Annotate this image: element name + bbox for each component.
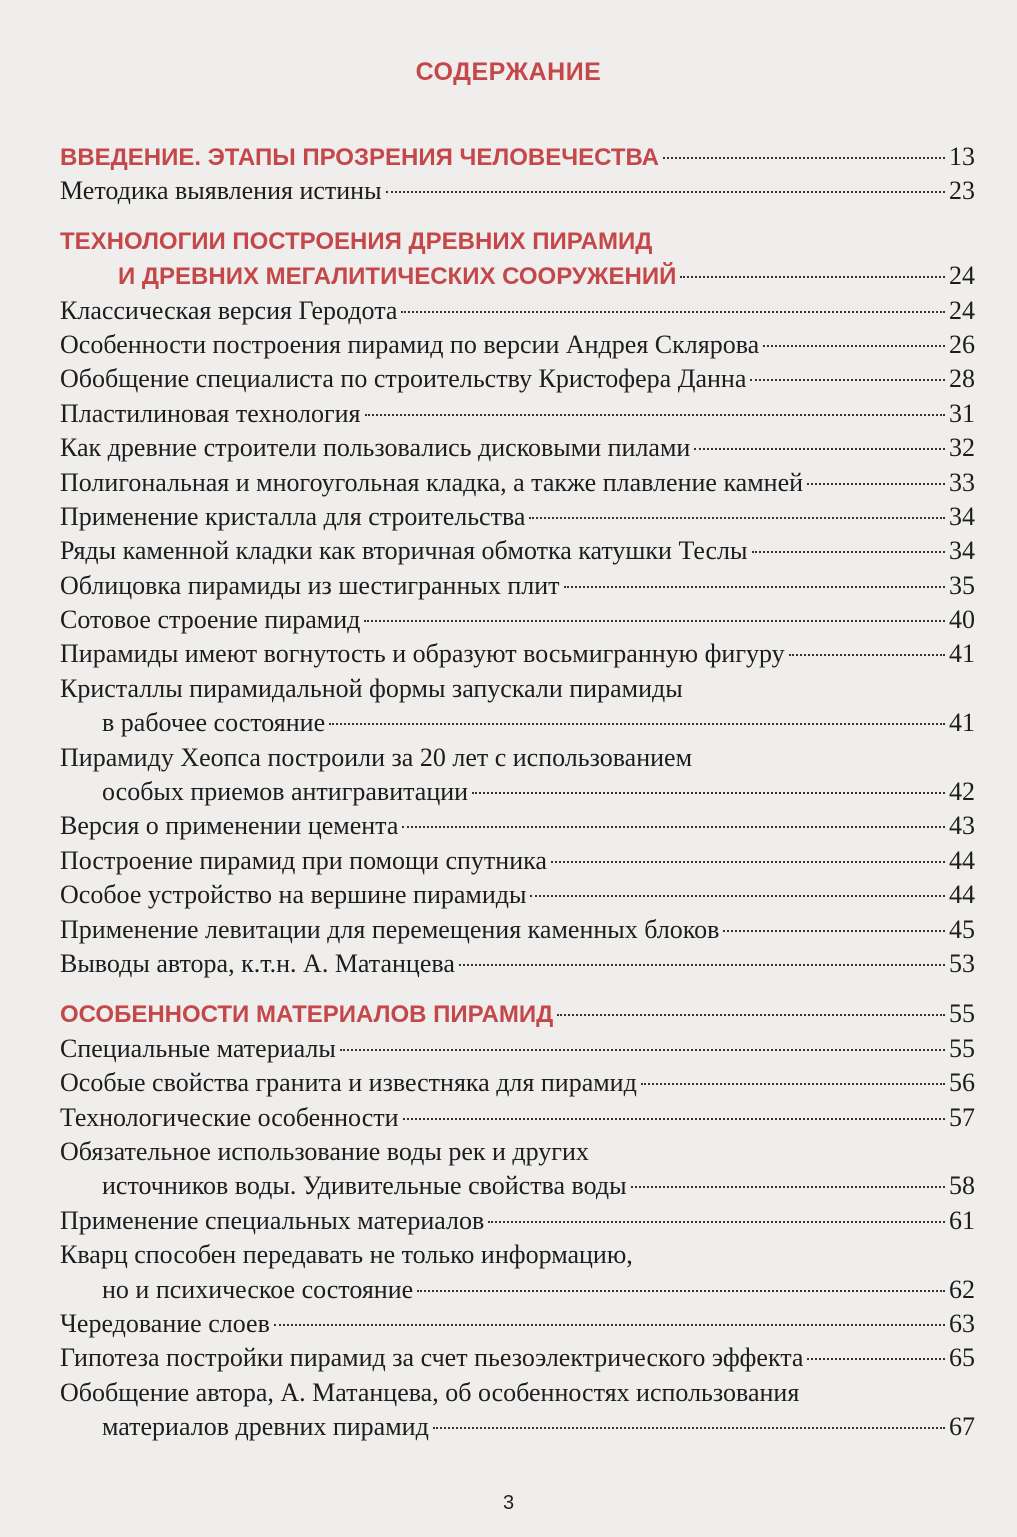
entry-title: Особое устройство на вершине пирамиды xyxy=(60,880,527,910)
page-ref: 65 xyxy=(949,1343,975,1373)
entry-title-line1: Кристаллы пирамидальной формы запускали пирамиды xyxy=(60,673,683,703)
toc-entry[interactable] xyxy=(60,1307,975,1341)
entry-title-line2: источников воды. Удивительные свойства воды xyxy=(102,1171,627,1201)
toc-entry[interactable] xyxy=(60,397,975,431)
entry-title-line2: материалов древних пирамид xyxy=(102,1412,429,1442)
dot-leader xyxy=(472,792,945,794)
dot-leader xyxy=(386,191,945,193)
entry-title: Пирамиды имеют вогнутость и образуют восьмигранную фигуру xyxy=(60,639,785,669)
page-ref: 28 xyxy=(949,364,975,394)
page-ref: 35 xyxy=(949,570,975,600)
dot-leader xyxy=(557,1014,945,1016)
page-ref: 33 xyxy=(949,467,975,497)
section-title-line1: ТЕХНОЛОГИИ ПОСТРОЕНИЯ ДРЕВНИХ ПИРАМИД xyxy=(60,227,653,255)
entry-title-line2: но и психическое состояние xyxy=(102,1274,414,1304)
dot-leader xyxy=(789,654,945,656)
toc-entry[interactable] xyxy=(60,294,975,328)
page-ref: 40 xyxy=(949,605,975,635)
dot-leader xyxy=(340,1049,945,1051)
entry-title: Методика выявления истины xyxy=(60,176,382,206)
dot-leader xyxy=(807,483,945,485)
contents-title: СОДЕРЖАНИЕ xyxy=(415,58,602,86)
dot-leader xyxy=(402,826,945,828)
entry-title: Обобщение специалиста по строительству Кристофера Данна xyxy=(60,364,747,394)
entry-title: Применение кристалла для строительства xyxy=(60,501,526,531)
dot-leader xyxy=(807,1358,945,1360)
page-ref: 34 xyxy=(949,536,975,566)
dot-leader xyxy=(403,1118,945,1120)
dot-leader xyxy=(752,551,945,553)
page-ref: 62 xyxy=(949,1274,975,1304)
toc-section-materials[interactable] xyxy=(60,997,975,1031)
dot-leader xyxy=(694,448,945,450)
toc-entry[interactable] xyxy=(60,1032,975,1066)
page-ref: 23 xyxy=(949,176,975,206)
page-ref: 43 xyxy=(949,811,975,841)
page-ref: 41 xyxy=(949,639,975,669)
toc-entry[interactable] xyxy=(60,603,975,637)
entry-title: Гипотеза постройки пирамид за счет пьезоэлектрического эффекта xyxy=(60,1343,804,1373)
toc-entry[interactable] xyxy=(60,878,975,912)
toc-entry[interactable] xyxy=(60,844,975,878)
page-ref: 58 xyxy=(949,1171,975,1201)
dot-leader xyxy=(663,157,945,159)
entry-title: Особые свойства гранита и известняка для пирамид xyxy=(60,1068,637,1098)
toc-entry[interactable] xyxy=(60,362,975,396)
page-ref: 67 xyxy=(949,1412,975,1442)
page-ref: 57 xyxy=(949,1102,975,1132)
toc-entry[interactable] xyxy=(60,534,975,568)
entry-title-line1: Обязательное использование воды рек и других xyxy=(60,1136,589,1166)
page-ref: 44 xyxy=(949,880,975,910)
dot-leader xyxy=(365,414,946,416)
toc-entry[interactable] xyxy=(60,500,975,534)
dot-leader xyxy=(551,861,945,863)
entry-title: Версия о применении цемента xyxy=(60,811,399,841)
page-ref: 53 xyxy=(949,948,975,978)
page-ref: 55 xyxy=(949,1033,975,1063)
entry-title: Классическая версия Геродота xyxy=(60,295,398,325)
dot-leader xyxy=(274,1324,945,1326)
toc-entry[interactable] xyxy=(60,466,975,500)
toc-entry[interactable] xyxy=(60,775,975,809)
toc-section-introduction[interactable] xyxy=(60,140,975,174)
entry-title: Специальные материалы xyxy=(60,1033,336,1063)
dot-leader xyxy=(488,1221,945,1223)
entry-title: Технологические особенности xyxy=(60,1102,399,1132)
toc-entry[interactable] xyxy=(60,706,975,740)
page-ref: 31 xyxy=(949,398,975,428)
entry-title-line2: в рабочее состояние xyxy=(102,708,326,738)
toc-entry[interactable] xyxy=(60,1101,975,1135)
dot-leader xyxy=(763,345,945,347)
dot-leader xyxy=(750,379,945,381)
toc-entry[interactable] xyxy=(60,1273,975,1307)
section-title: ВВЕДЕНИЕ. ЭТАПЫ ПРОЗРЕНИЯ ЧЕЛОВЕЧЕСТВА xyxy=(60,144,659,171)
entry-title: Пластилиновая технология xyxy=(60,398,361,428)
toc-entry[interactable] xyxy=(60,1410,975,1444)
dot-leader xyxy=(329,723,945,725)
dot-leader xyxy=(723,930,945,932)
page-ref: 61 xyxy=(949,1205,975,1235)
page-ref: 34 xyxy=(949,501,975,531)
page-ref: 55 xyxy=(949,999,975,1029)
toc-entry[interactable] xyxy=(60,174,975,208)
entry-title: Сотовое строение пирамид xyxy=(60,605,361,635)
dot-leader xyxy=(433,1427,945,1429)
toc-entry[interactable] xyxy=(60,1169,975,1203)
dot-leader xyxy=(641,1083,945,1085)
page-ref: 56 xyxy=(949,1068,975,1098)
page-ref: 41 xyxy=(949,708,975,738)
page-ref: 26 xyxy=(949,329,975,359)
entry-title: Как древние строители пользовались дисковыми пилами xyxy=(60,433,691,463)
entry-title-line1: Обобщение автора, А. Матанцева, об особенностях использования xyxy=(60,1377,800,1407)
page-ref: 24 xyxy=(949,295,975,325)
dot-leader xyxy=(530,895,945,897)
dot-leader xyxy=(564,586,945,588)
entry-title: Облицовка пирамиды из шестигранных плит xyxy=(60,570,560,600)
entry-title: Ряды каменной кладки как вторичная обмотка катушки Теслы xyxy=(60,536,748,566)
page-ref: 13 xyxy=(949,142,975,171)
entry-title: Построение пирамид при помощи спутника xyxy=(60,845,547,875)
toc-section-technologies[interactable] xyxy=(60,259,975,293)
entry-title-line1: Пирамиду Хеопса построили за 20 лет с использованием xyxy=(60,742,693,772)
entry-title: Применение специальных материалов xyxy=(60,1205,485,1235)
toc-entry[interactable] xyxy=(60,569,975,603)
entry-title-line1: Кварц способен передавать не только информацию, xyxy=(60,1240,633,1270)
dot-leader xyxy=(680,276,945,278)
toc-entry[interactable] xyxy=(60,637,975,671)
section-title: ОСОБЕННОСТИ МАТЕРИАЛОВ ПИРАМИД xyxy=(60,1001,554,1029)
entry-title: Чередование слоев xyxy=(60,1308,270,1338)
dot-leader xyxy=(401,311,945,313)
page-ref: 63 xyxy=(949,1308,975,1338)
dot-leader xyxy=(417,1290,945,1292)
section-title-line2: И ДРЕВНИХ МЕГАЛИТИЧЕСКИХ СООРУЖЕНИЙ xyxy=(118,263,677,291)
toc-entry[interactable] xyxy=(60,328,975,362)
entry-title: Применение левитации для перемещения каменных блоков xyxy=(60,914,720,944)
entry-title: Полигональная и многоугольная кладка, а также плавление камней xyxy=(60,467,804,497)
dot-leader xyxy=(364,620,945,622)
entry-title-line2: особых приемов антигравитации xyxy=(102,777,469,807)
toc-entry[interactable] xyxy=(60,1341,975,1375)
page-number: 3 xyxy=(502,1492,515,1514)
dot-leader xyxy=(529,517,945,519)
toc-entry[interactable] xyxy=(60,809,975,843)
dot-leader xyxy=(459,964,945,966)
toc-entry[interactable] xyxy=(60,431,975,465)
toc-entry[interactable] xyxy=(60,1066,975,1100)
page-ref: 42 xyxy=(949,777,975,807)
toc-entry[interactable] xyxy=(60,947,975,981)
toc-entry[interactable] xyxy=(60,913,975,947)
page-ref: 45 xyxy=(949,914,975,944)
page-ref: 32 xyxy=(949,433,975,463)
entry-title: Выводы автора, к.т.н. А. Матанцева xyxy=(60,948,455,978)
page-ref: 24 xyxy=(949,261,975,291)
page-ref: 44 xyxy=(949,845,975,875)
table-of-contents xyxy=(60,140,975,1444)
toc-entry[interactable] xyxy=(60,1204,975,1238)
dot-leader xyxy=(631,1186,945,1188)
entry-title: Особенности построения пирамид по версии Андрея Склярова xyxy=(60,329,760,359)
